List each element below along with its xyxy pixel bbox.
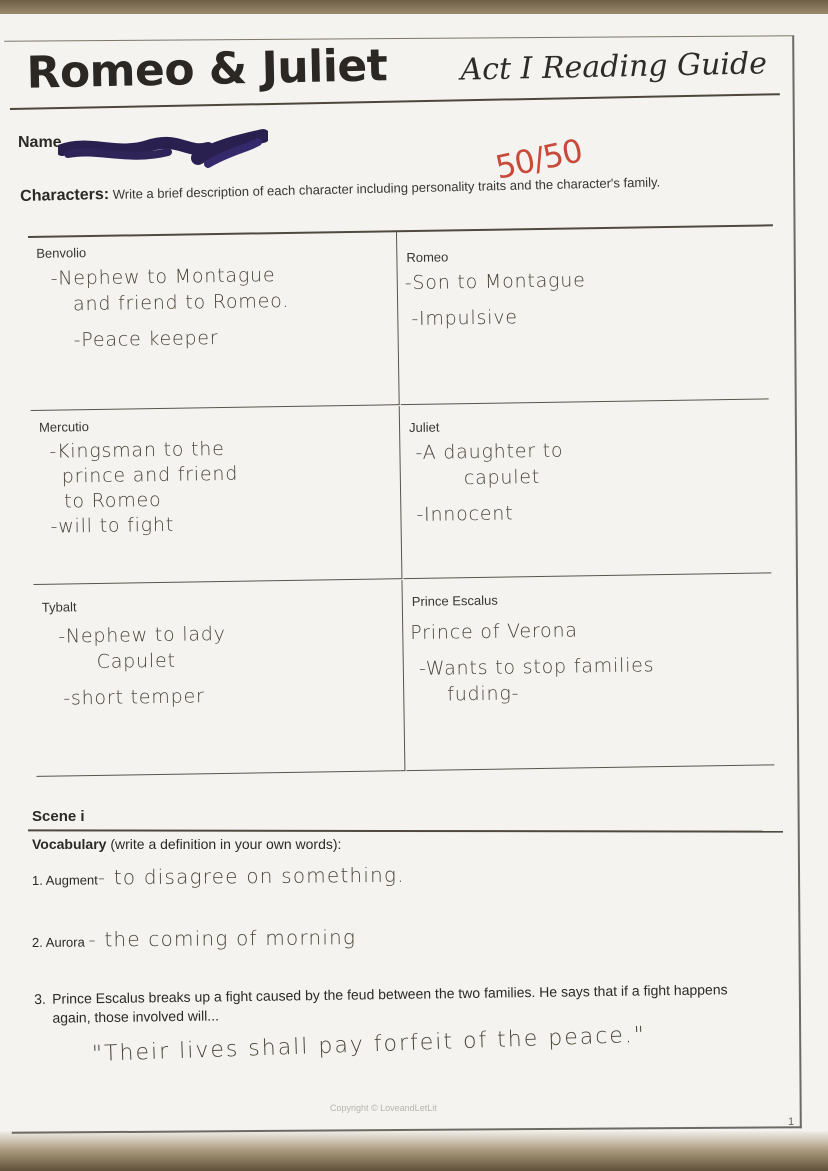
note-line: and friend to Romeo.: [72, 289, 290, 316]
note-line: -Innocent: [416, 502, 514, 526]
character-cell-benvolio: [28, 232, 400, 411]
note-line: Capulet: [96, 649, 176, 673]
question-3-answer: "Their lives shall pay forfeit of the peace.": [91, 1022, 647, 1067]
character-cell-prince-escalus: [403, 574, 774, 771]
question-number: 3.: [34, 990, 46, 1007]
character-cell-juliet: [401, 400, 772, 579]
vocabulary-heading: Vocabulary: [32, 836, 107, 852]
photo-bottom-shadow: [0, 1131, 828, 1171]
vocab-number: 1.: [31, 872, 43, 888]
character-name: Tybalt: [41, 599, 77, 615]
note-line: -short temper: [63, 685, 205, 710]
copyright-notice: Copyright © LoveandLetLit: [330, 1103, 437, 1113]
note-line: to Romeo: [64, 488, 162, 513]
note-line: -A daughter to: [415, 439, 564, 464]
note-line: -Nephew to lady: [58, 622, 226, 648]
note-line: Prince of Verona: [410, 619, 578, 645]
note-line: prince and friend: [61, 462, 239, 488]
character-name: Juliet: [408, 419, 440, 436]
character-cell-tybalt: [33, 580, 405, 777]
character-cell-mercutio: [31, 406, 403, 585]
scene-title: Scene i: [32, 808, 85, 825]
vocabulary-instructions: [32, 836, 341, 852]
note-line: -Kingsman to the: [49, 437, 225, 463]
vocab-number: 2.: [31, 934, 43, 950]
character-name: Romeo: [406, 249, 449, 266]
character-notes: [405, 265, 746, 332]
vocabulary-instructions-text: (write a definition in your own words):: [110, 836, 342, 852]
note-line: -Peace keeper: [73, 327, 219, 352]
character-name: Prince Escalus: [411, 592, 498, 610]
vocab-item-aurora: [32, 925, 356, 952]
character-notes: [49, 434, 391, 539]
name-label: Name: [18, 134, 62, 151]
character-name: Benvolio: [36, 245, 87, 261]
page-number: 1: [788, 1116, 795, 1128]
vocab-answer: - the coming of morning: [88, 925, 357, 952]
vocab-answer: - to disagree on something.: [97, 862, 405, 890]
question-prompt: Prince Escalus breaks up a fight caused by the feud between the two families. He says that if a fight happens again, those involved will...: [52, 981, 728, 1026]
vocab-item-augment: [32, 863, 405, 890]
note-line: -Impulsive: [411, 306, 518, 330]
characters-instructions-text: Write a brief description of each character including personality traits and the character's family.: [112, 174, 661, 202]
vocab-term: Aurora: [45, 934, 85, 950]
note-line: -will to fight: [50, 513, 175, 538]
character-cell-romeo: [398, 226, 769, 405]
character-notes: [58, 618, 399, 711]
character-name: Mercutio: [38, 419, 89, 435]
note-line: fuding-: [447, 682, 520, 706]
characters-heading: Characters:: [20, 185, 110, 205]
character-notes: [410, 615, 751, 708]
title-subtitle: Act I Reading Guide: [460, 46, 768, 88]
vocab-term: Augment: [45, 872, 98, 888]
character-notes: [50, 260, 391, 353]
title-main: Romeo & Juliet: [25, 40, 388, 99]
character-grid: [28, 224, 781, 778]
note-line: -Nephew to Montague: [50, 264, 276, 290]
character-notes: [415, 435, 756, 528]
note-line: capulet: [463, 465, 541, 490]
name-redaction-scribble: [58, 128, 268, 168]
grade-score: 50/50: [492, 131, 586, 187]
note-line: -Son to Montague: [404, 269, 586, 295]
note-line: -Wants to stop families: [418, 654, 655, 680]
